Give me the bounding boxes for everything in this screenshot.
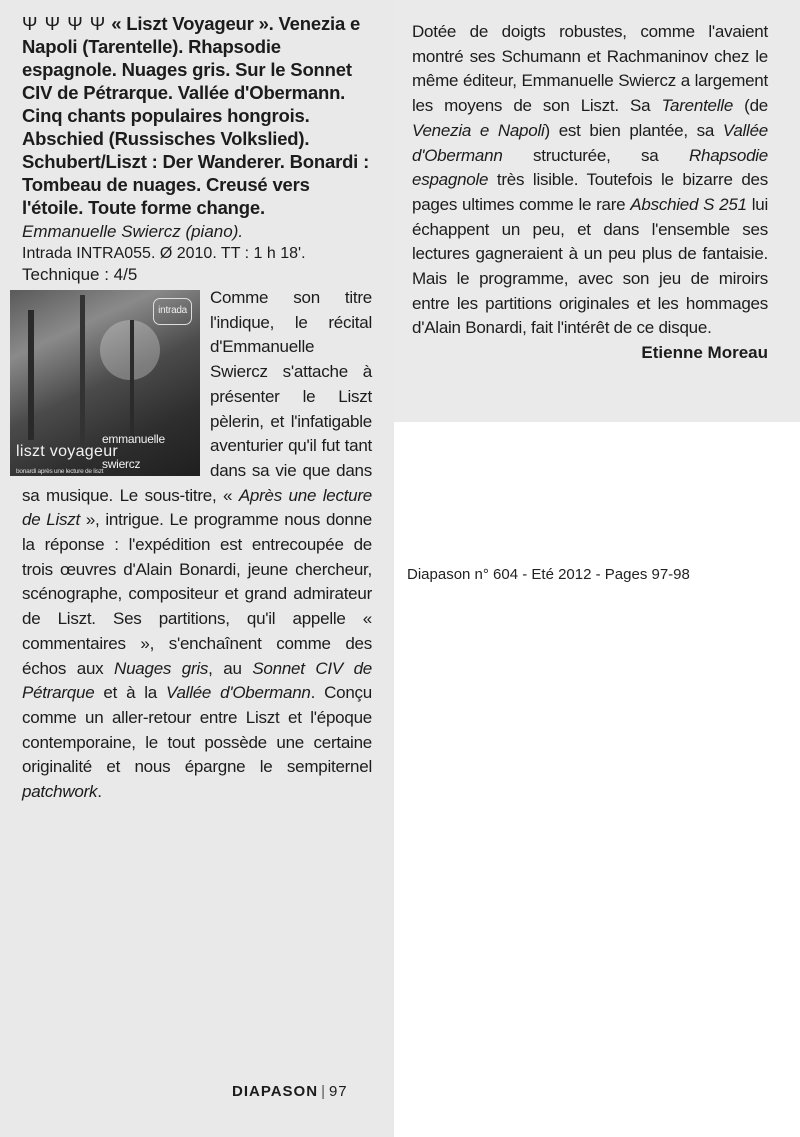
cover-album-title: liszt voyageur	[16, 443, 119, 460]
page-footer	[232, 1083, 348, 1100]
review-paragraph-1: intrada emmanuelle swiercz liszt voyageur bonardi après une lecture de liszt Comme son titre l'indique, le récital d'Emmanuelle Swiercz s'attache à présenter le Liszt pèlerin, et l'infatigable aventurier qu'il fut tant dans sa vie que dans sa musique. Le sous-titre, « Après une lecture de Liszt », intrigue. Le programme nous donne la réponse : l'expédition est entrecoupée de trois œuvres d'Alain Bonardi, jeune chercheur, scénographe, compositeur et grand admirateur de Liszt. Ses partitions, qu'il appelle « commentaires », s'enchaînent comme des échos aux Nuages gris, au Sonnet CIV de Pétrarque et à la Vallée d'Obermann. Conçu comme un aller-retour entre Liszt et l'époque contemporaine, le tout possède une certaine originalité et nous épargne le sempiternel patchwork.	[22, 286, 372, 805]
programme-liszt: « Liszt Voyageur ». Venezia e Napoli (Tarentelle). Rhapsodie espagnole. Nuages gris. Sur le Sonnet CIV de Pétrarque. Vallée d'Obermann. Cinq chants populaires hongrois. Abschied (Russisches Volkslied).	[22, 13, 361, 149]
review-left-column	[16, 12, 373, 805]
cover-brand-label: intrada	[153, 298, 192, 325]
review-header	[22, 12, 372, 219]
composer-bonardi: Bonardi	[289, 151, 359, 172]
performer-credit: Emmanuelle Swiercz (piano).	[22, 222, 244, 241]
footer-page-number: 97	[328, 1083, 348, 1100]
composer-schubert-liszt: Schubert/Liszt	[22, 151, 147, 172]
footer-magazine-name: DIAPASON	[232, 1083, 319, 1100]
cover-artist-title: emmanuelle swiercz	[102, 432, 165, 471]
disc-reference: Intrada INTRA055. Ø 2010. TT : 1 h 18'.	[22, 245, 306, 262]
footer-separator: |	[321, 1083, 326, 1100]
author-signature: Etienne Moreau	[641, 343, 768, 363]
rating-stars: Ψ Ψ Ψ Ψ	[22, 13, 107, 34]
programme-bonardi: : Tombeau de nuages. Creusé vers l'étoile. Toute forme change.	[22, 151, 370, 218]
review-paragraph-2: Dotée de doigts robustes, comme l'avaient montré ses Schumann et Rachmaninov chez le même éditeur, Emmanuelle Swiercz a largement les moyens de son Liszt. Sa Tarentelle (de Venezia e Napoli) est bien plantée, sa Vallée d'Obermann structurée, sa Rhapsodie espagnole très lisible. Toutefois le bizarre des pages ultimes comme le rare Abschied S 251 lui échappent un peu, et dans l'ensemble ses lectures gagneraient à un peu plus de fantaisie. Mais le programme, avec son jeu de miroirs entre les partitions originales et les hommages d'Alain Bonardi, fait l'intérêt de ce disque.	[412, 22, 769, 338]
technique-rating: Technique : 4/5	[22, 265, 138, 284]
source-citation: Diapason n° 604 - Eté 2012 - Pages 97-98	[407, 566, 690, 583]
review-right-column	[412, 20, 768, 365]
album-cover	[10, 290, 200, 476]
programme-schubert: : Der Wanderer.	[146, 151, 285, 172]
cover-subtitle: bonardi après une lecture de liszt	[16, 468, 104, 475]
